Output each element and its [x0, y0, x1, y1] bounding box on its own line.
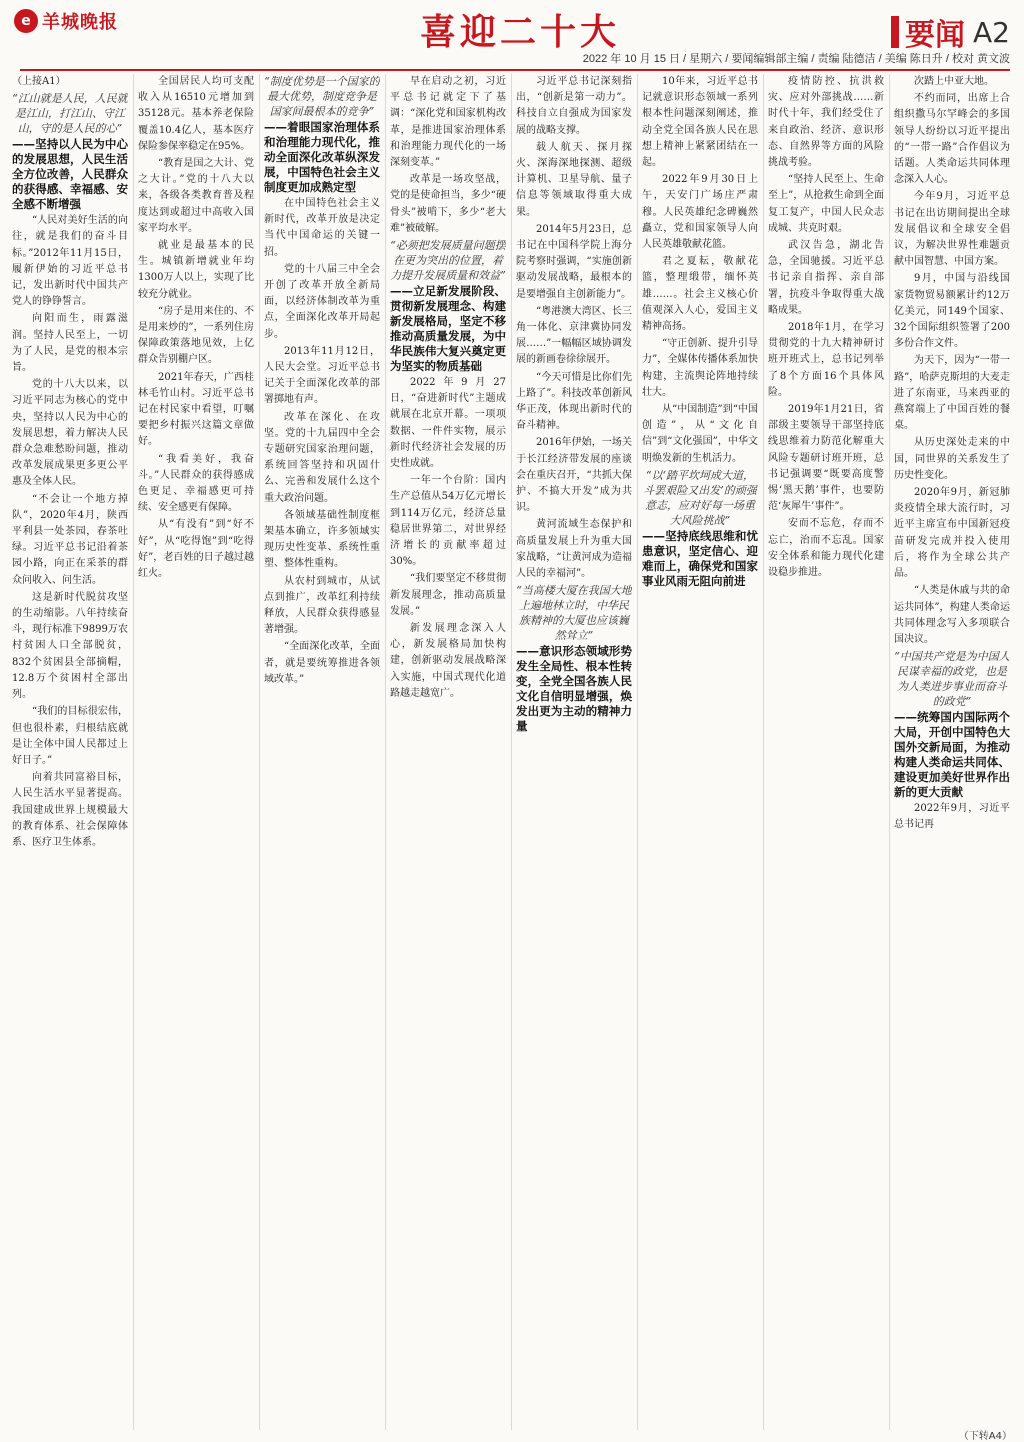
paragraph: 改革在深化、在攻坚。党的十九届四中全会专题研究国家治理问题，系统回答坚持和巩固什么、完善和发展什么这个重大政治问题。	[264, 411, 380, 504]
paragraph: “我看美好，我奋斗。”人民群众的获得感成色更足、幸福感更可持续、安全感更有保障。	[138, 453, 254, 514]
paragraph: 从“中国制造”到“中国创造”，从“文化自信”到“文化强国”，中华文明焕发新的生机活力。	[642, 404, 758, 464]
column-divider	[763, 74, 764, 1430]
paragraph: 2014年5月23日，总书记在中国科学院上海分院考察时强调，“实施创新驱动发展战略，最根本的是要增强自主创新能力”。	[516, 223, 632, 300]
section-heading-4: ——意识形态领域形势发生全局性、根本性转变，全党全国各族人民文化自信明显增强，焕发出更为主动的精神力量	[516, 644, 632, 734]
section-quote-3: “必须把发展质量问题摆在更为突出的位置，着力提升发展质量和效益”	[390, 239, 506, 283]
paragraph: 从历史深处走来的中国，同世界的关系发生了历史性变化。	[894, 437, 1010, 481]
column-divider	[133, 74, 134, 1430]
paragraph: 就业是最基本的民生。城镇新增就业年均1300万人以上，实现了比较充分就业。	[138, 240, 254, 300]
column-3	[264, 74, 380, 1430]
paragraph: “坚持人民至上、生命至上”，从抢救生命到全面复工复产，中国人民众志成城、共克时艰。	[768, 174, 884, 234]
paragraph: 疫情防控、抗洪救灾、应对外部挑战……新时代十年，我们经受住了来自政治、经济、意识形态、自然界等方面的风险挑战考验。	[768, 76, 884, 169]
paragraph: 次踏上中亚大地。	[914, 76, 994, 87]
paragraph: “粤港澳大湾区、长三角一体化、京津冀协同发展……”一幅幅区域协调发展的新画卷徐徐展开。	[516, 305, 632, 366]
paragraph: 2013年11月12日，人民大会堂。习近平总书记关于全面深化改革的部署掷地有声。	[264, 345, 380, 406]
paragraph: “不会让一个地方掉队”，2020年4月，陕西平利县一处茶园，春茶吐绿。习近平总书记沿着茶园小路，向正在采茶的群众问收入、问生活。	[12, 493, 128, 586]
masthead	[0, 0, 1024, 65]
section-name: 要闻	[905, 18, 966, 53]
paragraph: “守正创新、提升引导力”，全媒体传播体系加快构建，主流舆论阵地持续壮大。	[642, 338, 758, 398]
section-heading-6: ——统筹国内国际两个大局，开创中国特色大国外交新局面，为推动构建人类命运共同体、建设更加美好世界作出新的更大贡献	[894, 710, 1010, 800]
section-heading-1: ——坚持以人民为中心的发展思想，人民生活全方位改善，人民群众的获得感、幸福感、安全感不断增强	[12, 137, 128, 212]
issue-meta-line: 2022 年 10 月 15 日 / 星期六 / 要闻编辑部主编 / 责编 陆德洁 / 美编 陈日升 / 校对 黄文波	[20, 50, 1010, 71]
paragraph: 向阳而生，雨露滋润。坚持人民至上，一切为了人民，是党的根本宗旨。	[12, 313, 128, 374]
column-8	[894, 74, 1010, 1430]
paragraph: 安而不忘危，存而不忘亡，治而不忘乱。国家安全体系和能力现代化建设稳步推进。	[768, 518, 884, 579]
paragraph: 一年一个台阶：国内生产总值从54万亿元增长到114万亿元，经济总量稳居世界第二，对世界经济增长的贡献率超过30%。	[390, 475, 506, 568]
column-divider	[511, 74, 512, 1430]
column-7	[768, 74, 884, 1430]
paragraph: 2021年春天，广西桂林毛竹山村。习近平总书记在村民家中看望，叮嘱要把乡村振兴这篇文章做好。	[138, 371, 254, 448]
paragraph: “今天可惜是比你们先上路了”。科技改革创新风华正茂，体现出新时代的奋斗精神。	[516, 371, 632, 432]
paragraph: 今年9月，习近平总书记在出访期间提出全球发展倡议和全球安全倡议，为解决世界性难题贡献中国智慧、中国方案。	[894, 191, 1010, 268]
paragraph: 武汉告急，湖北告急，全国驰援。习近平总书记亲自指挥、亲自部署，抗疫斗争取得重大战略成果。	[768, 240, 884, 316]
paragraph: 党的十八大以来，以习近平同志为核心的党中央，坚持以人民为中心的发展思想，着力解决人民群众急难愁盼问题，推动改革发展成果更多更公平惠及全体人民。	[12, 379, 128, 488]
section-heading-3: ——立足新发展阶段、贯彻新发展理念、构建新发展格局，坚定不移推动高质量发展，为中华民族伟大复兴奠定更为坚实的物质基础	[390, 284, 506, 374]
paragraph: 2019年1月21日，省部级主要领导干部坚持底线思维着力防范化解重大风险专题研讨班开班，总书记强调要“既要高度警惕‘黑天鹅’事件，也要防范‘灰犀牛’事件”。	[768, 404, 884, 513]
paragraph: “我们要坚定不移贯彻新发展理念，推动高质量发展。”	[390, 573, 506, 617]
section-quote-2: “制度优势是一个国家的最大优势，制度竞争是国家间最根本的竞争”	[264, 75, 380, 118]
paragraph: “人类是休戚与共的命运共同体”，构建人类命运共同体理念写入多项联合国决议。	[894, 585, 1010, 645]
paragraph: 党的十八届三中全会开创了改革开放全新局面，以经济体制改革为重点，全面深化改革开局起步。	[264, 263, 380, 340]
paragraph: 载人航天、探月探火、深海深地探测、超级计算机、卫星导航、量子信息等领域取得重大成果。	[516, 141, 632, 218]
paragraph: 9月，中国与沿线国家货物贸易额累计约12万亿美元，同149个国家、32个国际组织签署了200多份合作文件。	[894, 273, 1010, 350]
paragraph: 各领域基础性制度框架基本确立，许多领域实现历史性变革、系统性重塑、整体性重构。	[264, 509, 380, 570]
paragraph: 10年来，习近平总书记就意识形态领域一系列根本性问题深刻阐述，推动全党全国各族人民在思想上精神上紧紧团结在一起。	[642, 76, 758, 169]
column-5	[516, 74, 632, 1430]
section-quote-4: “当高楼大厦在我国大地上遍地林立时，中华民族精神的大厦也应该巍然耸立”	[516, 584, 632, 643]
newspaper-logo	[14, 8, 118, 34]
byline: （上接A1）	[12, 76, 66, 87]
column-divider	[385, 74, 386, 1430]
section-heading-2: ——着眼国家治理体系和治理能力现代化，推动全面深化改革纵深发展，中国特色社会主义制度更加成熟定型	[264, 120, 380, 194]
banner-title: 喜迎二十大	[420, 12, 621, 53]
column-divider	[889, 74, 890, 1430]
paragraph: “教育是国之大计、党之大计。”党的十八大以来，各级各类教育普及程度达到或超过中高收入国家平均水平。	[138, 158, 254, 234]
column-4	[390, 74, 506, 1430]
column-1	[12, 74, 128, 1430]
paragraph: 改革是一场攻坚战，党的是使命担当，多少“硬骨头”被啃下，多少“老大难”被破解。	[390, 174, 506, 234]
continued-on-note: （下转A4）	[958, 1431, 1012, 1442]
paragraph: 全国居民人均可支配收入从16510元增加到35128元。基本养老保险覆盖10.4亿人，基本医疗保险参保率稳定在95%。	[138, 76, 254, 152]
paragraph: 2018年1月，在学习贯彻党的十九大精神研讨班开班式上，总书记列举了8个方面16个具体风险。	[768, 322, 884, 398]
paragraph: 2016年伊始，一场关于长江经济带发展的座谈会在重庆召开，“共抓大保护、不搞大开发”成为共识。	[516, 437, 632, 514]
section-bar-icon	[891, 16, 899, 48]
paragraph: 习近平总书记深刻指出，“创新是第一动力”。科技自立自强成为国家发展的战略支撑。	[516, 76, 632, 136]
paragraph: 2022年9月30日上午，天安门广场庄严肃穆。人民英雄纪念碑巍然矗立，党和国家领导人向人民英雄敬献花篮。	[642, 174, 758, 251]
paragraph: 黄河流域生态保护和高质量发展上升为重大国家战略，“让黄河成为造福人民的幸福河”。	[516, 519, 632, 580]
paragraph: 不约而同，出席上合组织撒马尔罕峰会的多国领导人纷纷以习近平提出的“一带一路”合作倡议为话题。人类命运共同体理念深入人心。	[894, 93, 1010, 186]
paragraph: 为天下，因为“一带一路”，哈萨克斯坦的大麦走进了东南亚，马来西亚的燕窝端上了中国百姓的餐桌。	[894, 355, 1010, 432]
column-divider	[637, 74, 638, 1430]
column-6	[642, 74, 758, 1430]
column-divider	[259, 74, 260, 1430]
section-quote-6: “中国共产党是为中国人民谋幸福的政党，也是为人类进步事业而奋斗的政党”	[894, 650, 1010, 709]
paragraph: 2022年9月27日，“奋进新时代”主题成就展在北京开幕。一项项数据、一件件实物，展示新时代经济社会发展的历史性成就。	[390, 377, 506, 470]
paragraph: 从农村到城市，从试点到推广，改革红利持续释放，人民群众获得感显著增强。	[264, 575, 380, 636]
paragraph: 向着共同富裕目标，人民生活水平显著提高。我国建成世界上规模最大的教育体系、社会保障体系、医疗卫生体系。	[12, 772, 128, 848]
page-number: A2	[973, 15, 1010, 49]
paragraph: 在中国特色社会主义新时代，改革开放是决定当代中国命运的关键一招。	[264, 198, 380, 258]
section-quote-5: “以‘踏平坎坷成大道，斗罢艰险又出发’的顽强意志，应对好每一场重大风险挑战”	[643, 468, 757, 527]
paragraph: 新发展理念深入人心，新发展格局加快构建，创新驱动发展战略深入实施，中国式现代化道路越走越宽广。	[390, 623, 506, 699]
article-body	[12, 74, 1012, 1430]
paragraph: 君之夏耘，敬献花篮，整理缎带，缅怀英雄……。社会主义核心价值观深入人心，爱国主义精神高扬。	[642, 256, 758, 333]
section-heading-5: ——坚持底线思维和忧患意识，坚定信心、迎难而上，确保党和国家事业风雨无阻向前进	[642, 528, 758, 588]
paragraph: “全面深化改革，全面者，就是要统筹推进各领域改革。”	[264, 641, 380, 685]
paragraph: “我们的目标很宏伟，但也很朴素，归根结底就是让全体中国人民都过上好日子。”	[12, 706, 128, 766]
section-label	[891, 10, 1010, 54]
paragraph: 早在启动之初，习近平总书记就定下了基调：“深化党和国家机构改革，是推进国家治理体系和治理能力现代化的一场深刻变革。”	[390, 76, 506, 169]
paragraph: 2020年9月，新冠肺炎疫情全球大流行时，习近平主席宣布中国新冠疫苗研发完成并投入使用后，将作为全球公共产品。	[894, 487, 1010, 580]
paragraph: “房子是用来住的、不是用来炒的”，一系列住房保障政策落地见效，上亿群众告别棚户区。	[138, 305, 254, 366]
paragraph: 这是新时代脱贫攻坚的生动缩影。八年持续奋斗，现行标准下9899万农村贫困人口全部脱贫，832个贫困县全部摘帽，12.8万个贫困村全部出列。	[12, 591, 128, 701]
column-2	[138, 74, 254, 1430]
logo-text: 羊城晚报	[42, 12, 118, 33]
paragraph: 从“有没有”到“好不好”，从“吃得饱”到“吃得好”，老百姓的日子越过越红火。	[138, 519, 254, 580]
logo-emblem-icon: e	[14, 9, 38, 33]
paragraph: “人民对美好生活的向往，就是我们的奋斗目标。”2012年11月15日，履新伊始的习近平总书记，发出新时代中国共产党人的铮铮誓言。	[12, 215, 128, 308]
paragraph: 2022年9月，习近平总书记再	[894, 803, 1010, 831]
section-quote-1: “江山就是人民，人民就是江山，打江山、守江山，守的是人民的心”	[12, 92, 128, 136]
